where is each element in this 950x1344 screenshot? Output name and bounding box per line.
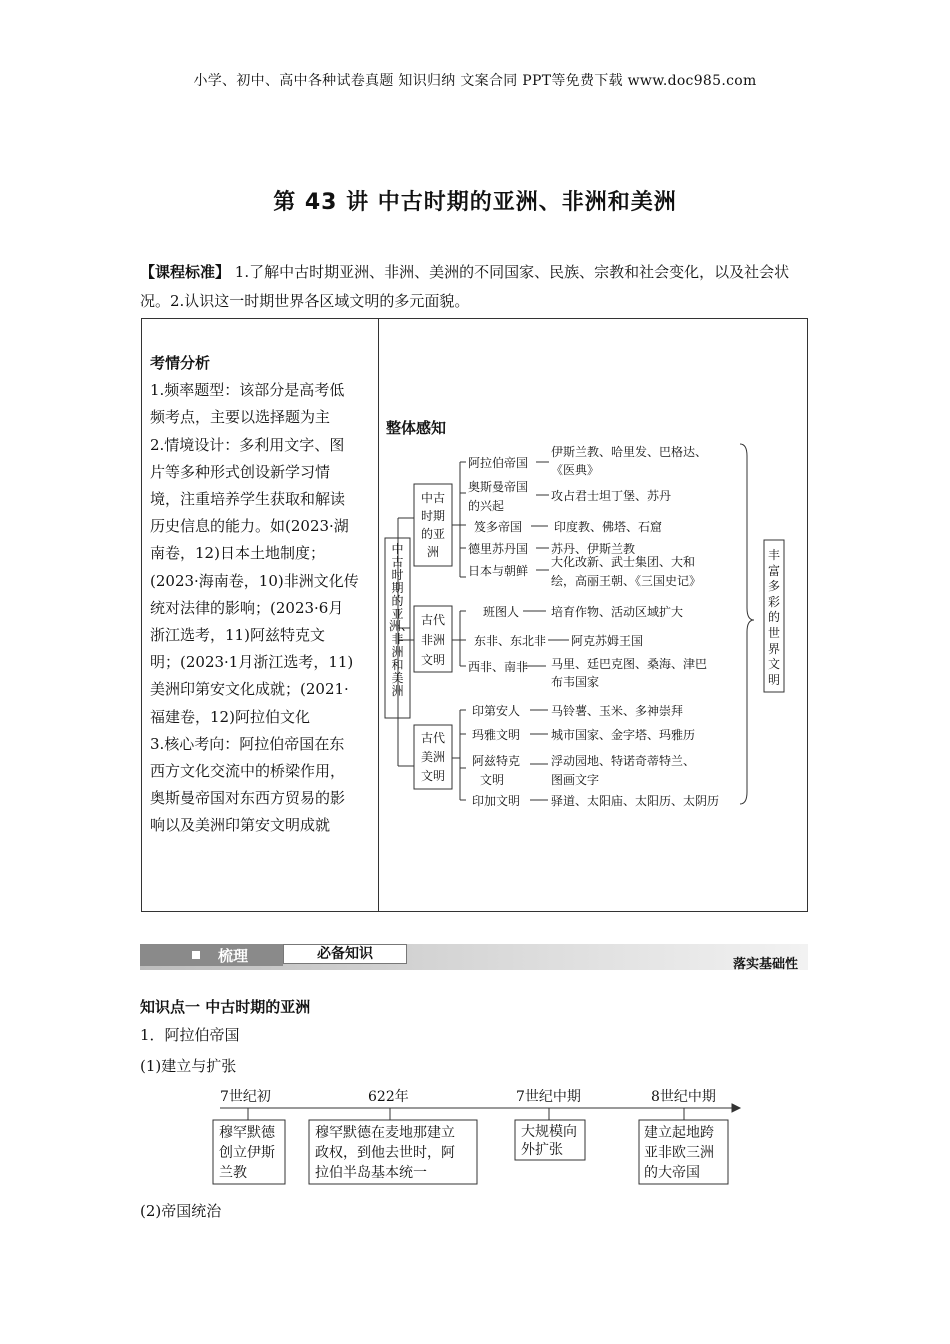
timeline-time: 8世纪中期 bbox=[651, 1089, 716, 1105]
subitem-heading: (2)帝国统治 bbox=[140, 1202, 222, 1220]
course-standard-text: 1.了解中古时期亚洲、非洲、美洲的不同国家、民族、宗教和社会变化，以及社会状况。2.认识这一时期世界各区域文明的多元面貌。 bbox=[140, 263, 790, 310]
analysis-line: 美洲印第安文化成就；(2021· bbox=[150, 680, 349, 699]
leaf-desc: 《医典》 bbox=[551, 463, 600, 477]
analysis-line: 浙江选考，11)阿兹特克文 bbox=[150, 626, 325, 645]
item-heading: 1．阿拉伯帝国 bbox=[140, 1026, 240, 1044]
analysis-line: 奥斯曼帝国对东西方贸易的影 bbox=[150, 789, 346, 808]
leaf-desc: 布韦国家 bbox=[551, 675, 600, 689]
page-header: 小学、初中、高中各种试卷真题 知识归纳 文案合同 PPT等免费下载 www.doc985.com bbox=[193, 73, 757, 89]
timeline-event: 穆罕默德在麦地那建立 政权，到他去世时，阿 拉伯半岛基本统一 bbox=[315, 1125, 455, 1181]
leaf-label: 玛雅文明 bbox=[472, 728, 521, 742]
root-label: 中古时期的亚洲、非洲和美洲 bbox=[389, 542, 414, 698]
timeline-event: 建立起地跨 亚非欧三洲 的大帝国 bbox=[644, 1125, 714, 1181]
leaf-label: 文明 bbox=[480, 773, 505, 787]
page-title: 第 43 讲 中古时期的亚洲、非洲和美洲 bbox=[273, 190, 677, 215]
analysis-line: 1.频率题型：该部分是高考低 bbox=[150, 381, 345, 400]
leaf-desc: 印度教、佛塔、石窟 bbox=[554, 520, 663, 534]
analysis-line: 福建卷，12)阿拉伯文化 bbox=[150, 707, 310, 726]
timeline-time: 7世纪中期 bbox=[516, 1089, 581, 1105]
leaf-label: 奥斯曼帝国 bbox=[468, 480, 529, 494]
section-tab-secondary: 必备知识 bbox=[283, 944, 407, 964]
knowledge-point-title: 知识点一 中古时期的亚洲 bbox=[140, 998, 311, 1016]
leaf-label: 印第安人 bbox=[472, 704, 521, 718]
leaf-desc: 培育作物、活动区域扩大 bbox=[551, 605, 684, 619]
timeline-event: 穆罕默德 创立伊斯 兰教 bbox=[219, 1125, 275, 1181]
leaf-label: 笈多帝国 bbox=[474, 520, 523, 534]
analysis-heading: 考情分析 bbox=[150, 354, 211, 372]
timeline-ticks bbox=[248, 1108, 684, 1120]
leaf-label: 西非、南非 bbox=[468, 660, 529, 674]
section-right-label: 落实基础性 bbox=[732, 957, 798, 972]
subitem-heading: (1)建立与扩张 bbox=[140, 1057, 237, 1075]
group-label-africa: 古代非洲文明 bbox=[420, 613, 445, 667]
timeline-event: 大规模向 外扩张 bbox=[521, 1124, 577, 1158]
arrow-icon bbox=[732, 1104, 740, 1112]
analysis-line: 境，注重培养学生获取和解读 bbox=[150, 490, 346, 509]
analysis-line: 西方文化交流中的桥梁作用， bbox=[150, 762, 346, 781]
leaf-desc: 绘，高丽王朝、《三国史记》 bbox=[551, 574, 702, 588]
leaf-desc: 伊斯兰教、哈里发、巴格达、 bbox=[551, 445, 708, 459]
leaf-desc: 攻占君士坦丁堡、苏丹 bbox=[551, 489, 672, 503]
section-tab-label: 梳理 bbox=[218, 947, 249, 965]
conclusion-label: 丰富多彩的世界文明 bbox=[767, 548, 780, 687]
leaf-desc: 图画文字 bbox=[551, 773, 600, 787]
leaf-desc: 城市国家、金字塔、玛雅历 bbox=[551, 728, 696, 742]
leaf-desc: 苏丹、伊斯兰教 bbox=[551, 542, 636, 556]
leaf-desc: 驿道、太阳庙、太阳历、太阴历 bbox=[551, 794, 720, 808]
analysis-line: 响以及美洲印第安文明成就 bbox=[150, 816, 331, 835]
analysis-line: 2.情境设计：多利用文字、图 bbox=[150, 435, 345, 454]
leaf-desc: 大化改新、武士集团、大和 bbox=[551, 555, 696, 569]
analysis-line: 3.核心考向：阿拉伯帝国在东 bbox=[150, 734, 345, 753]
overview-heading: 整体感知 bbox=[386, 419, 447, 437]
leaf-label: 印加文明 bbox=[472, 794, 521, 808]
analysis-line: 频考点，主要以选择题为主 bbox=[150, 408, 331, 427]
group-label-asia: 中古时期的亚洲 bbox=[420, 491, 445, 559]
analysis-line: 南卷，12)日本土地制度； bbox=[150, 544, 325, 563]
analysis-line: 片等多种形式创设新学习情 bbox=[150, 462, 331, 481]
course-standard-label: 【课程标准】 bbox=[140, 263, 231, 281]
leaf-desc: 浮动园地、特诺奇蒂特兰、 bbox=[551, 754, 696, 768]
group-label-america: 古代美洲文明 bbox=[420, 731, 445, 783]
leaf-label: 日本与朝鲜 bbox=[468, 564, 529, 578]
leaf-desc: 阿克苏姆王国 bbox=[571, 634, 644, 648]
leaf-desc: 马铃薯、玉米、多神崇拜 bbox=[551, 704, 684, 718]
leaf-label: 阿兹特克 bbox=[472, 754, 521, 768]
analysis-line: 历史信息的能力。如(2023·湖 bbox=[150, 517, 349, 536]
leaf-label: 东非、东北非 bbox=[474, 634, 547, 648]
analysis-line: 统对法律的影响；(2023·6月 bbox=[150, 598, 344, 617]
analysis-line: 明；(2023·1月浙江选考，11) bbox=[150, 653, 354, 672]
timeline-time: 7世纪初 bbox=[220, 1089, 271, 1105]
leaf-desc: 马里、廷巴克图、桑海、津巴 bbox=[551, 657, 708, 671]
leaf-label: 德里苏丹国 bbox=[468, 542, 529, 556]
leaf-label: 的兴起 bbox=[468, 499, 505, 513]
leaf-label: 班图人 bbox=[483, 605, 520, 619]
timeline-time: 622年 bbox=[368, 1089, 409, 1105]
analysis-line: (2023·海南卷，10)非洲文化传 bbox=[150, 571, 359, 590]
leaf-label: 阿拉伯帝国 bbox=[468, 456, 529, 470]
